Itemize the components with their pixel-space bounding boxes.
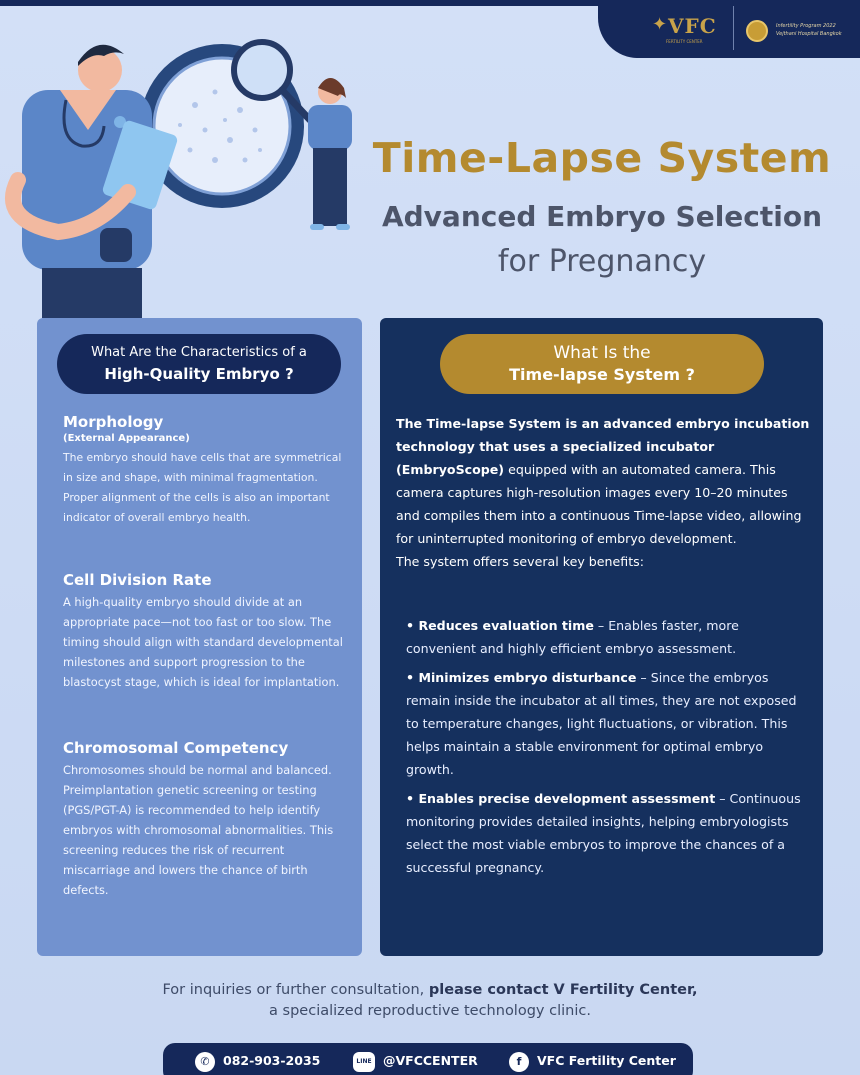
header-logo-tab <box>598 0 860 58</box>
characteristics-panel <box>37 318 362 956</box>
benefit-title: Minimizes embryo disturbance <box>418 670 637 685</box>
page-title: Time-Lapse System <box>372 134 832 182</box>
page-subtitle-1: Advanced Embryo Selection <box>381 200 823 233</box>
section-heading: Morphology <box>63 413 164 431</box>
time-lapse-header-pill <box>440 334 764 394</box>
footer-prompt-text: For inquiries or further consultation, <box>162 982 429 998</box>
contact-facebook[interactable] <box>509 1050 676 1072</box>
time-lapse-panel <box>380 318 823 956</box>
benefit-text: – Enables faster, more convenient and highly efficient embryo assessment. <box>406 618 739 656</box>
section-subheading: (External Appearance) <box>63 433 190 444</box>
section-cell-division-rate <box>63 570 345 692</box>
line-icon: LINE <box>353 1052 375 1072</box>
line-id: @VFCCENTER <box>383 1053 478 1068</box>
benefits-list <box>406 614 806 885</box>
time-lapse-header-line1: What Is the <box>553 343 651 363</box>
page-subtitle-2: for Pregnancy <box>497 244 707 279</box>
section-heading: Cell Division Rate <box>63 571 212 589</box>
section-chromosomal-competency <box>63 738 345 900</box>
award-line-2: Vejthani Hospital Bangkok <box>776 31 842 37</box>
benefit-title: Enables precise development assessment <box>418 791 716 806</box>
time-lapse-description <box>396 412 812 573</box>
time-lapse-header-line2: Time-lapse System ? <box>509 365 695 384</box>
benefit-text: – Since the embryos remain inside the incubator at all times, they are not exposed to temperature changes, light fluctuations, or vibration. This helps maintain a stable environment for optimal embryo growth. <box>406 670 797 777</box>
benefit-item: • Enables precise development assessment – Continuous monitoring provides detailed insights, helping embryologists select the most viable embryos to improve the chances of a successful pregnancy. <box>406 791 801 875</box>
characteristics-header-line2: High-Quality Embryo ? <box>104 365 294 383</box>
section-body: A high-quality embryo should divide at an appropriate pace—not too fast or too slow. The timing should align with standard developmental milestones and support progression to the blastocyst stage, which is ideal for implantation. <box>63 595 343 689</box>
benefits-lead: The system offers several key benefits: <box>396 554 644 569</box>
vfc-logo[interactable] <box>652 12 722 48</box>
intro-text: equipped with an automated camera. This camera captures high-resolution images every 10–20 minutes and compiles them into a continuous Time-lapse video, allowing for uninterrupted monitoring of embryo development. <box>396 462 802 546</box>
intro-bold-text: The Time-lapse System is an advanced embryo incubation technology that uses a specialized incubator (EmbryoScope) <box>396 416 810 477</box>
logo-tagline: FERTILITY CENTER <box>666 39 703 44</box>
logo-divider <box>733 6 734 50</box>
characteristics-header-pill <box>57 334 341 394</box>
footer-contact-prompt <box>0 982 860 998</box>
benefit-item: • Minimizes embryo disturbance – Since the embryos remain inside the incubator at all times, they are not exposed to temperature changes, light fluctuations, or vibration. This helps maintain a stable environment for optimal embryo growth. <box>406 670 797 777</box>
section-body: Chromosomes should be normal and balanced. Preimplantation genetic screening or testing (PGS/PGT-A) is recommended to help identify embryos with chromosomal abnormalities. This screening reduces the risk of recurrent miscarriage and lowers the chance of birth defects. <box>63 763 334 897</box>
doctor-embryo-illustration <box>0 30 380 320</box>
contact-phone[interactable] <box>195 1050 320 1072</box>
footer-clinic-description: a specialized reproductive technology clinic. <box>269 1003 591 1019</box>
dove-logo-icon: ✦ <box>652 14 668 35</box>
award-text <box>776 22 842 38</box>
award-seal-icon <box>746 20 768 42</box>
phone-icon: ✆ <box>195 1052 215 1072</box>
footer-prompt-bold: please contact V Fertility Center, <box>428 982 698 998</box>
contact-bar <box>163 1043 693 1075</box>
benefit-item: • Reduces evaluation time – Enables faster, more convenient and highly efficient embryo assessment. <box>406 618 739 656</box>
section-morphology <box>63 412 345 528</box>
contact-line[interactable] <box>353 1050 478 1072</box>
benefit-title: Reduces evaluation time <box>418 618 594 633</box>
logo-text: VFC <box>668 14 717 38</box>
section-heading: Chromosomal Competency <box>63 739 289 757</box>
facebook-page: VFC Fertility Center <box>537 1053 676 1068</box>
award-line-1: Infertility Program 2022 <box>776 23 836 29</box>
phone-number: 082-903-2035 <box>223 1053 321 1068</box>
characteristics-header-line1: What Are the Characteristics of a <box>91 345 307 360</box>
section-body: The embryo should have cells that are symmetrical in size and shape, with minimal fragmentation. Proper alignment of the cells is also an important indicator of overall embryo health. <box>63 451 342 524</box>
facebook-icon: f <box>509 1052 529 1072</box>
benefit-text: – Continuous monitoring provides detailed insights, helping embryologists select the most viable embryos to improve the chances of a successful pregnancy. <box>406 791 801 875</box>
